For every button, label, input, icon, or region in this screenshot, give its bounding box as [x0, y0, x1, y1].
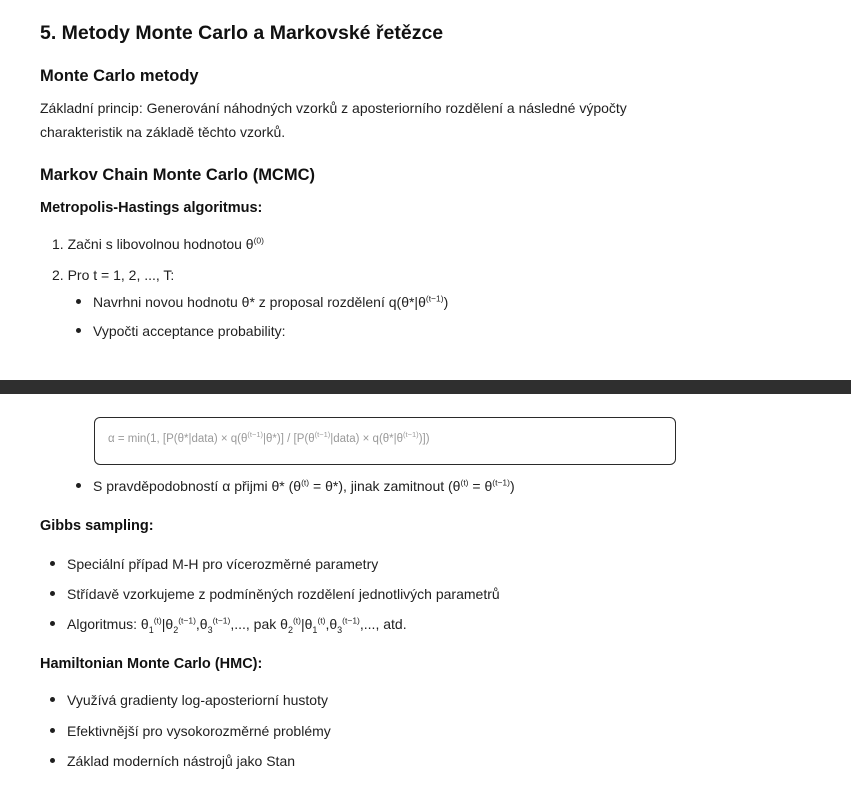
gibbs-item-2 — [50, 586, 500, 602]
mh-bullet-acceptance — [76, 323, 285, 339]
paragraph-line: charakteristik na základě těchto vzorků. — [40, 124, 286, 140]
bullet-icon — [50, 758, 55, 763]
bullet-text: |θ — [300, 616, 313, 632]
section-title: 5. Metody Monte Carlo a Markovské řetězce — [40, 22, 444, 44]
mh-step-2: 2. Pro t = 1, 2, ..., T: — [52, 267, 175, 283]
bullet-text: = θ — [468, 478, 493, 494]
superscript: (t−1) — [178, 615, 196, 626]
bullet-text: Vypočti acceptance probability: — [93, 323, 286, 339]
superscript: (t−1) — [403, 430, 419, 440]
bullet-icon — [50, 591, 55, 596]
subscript: 1 — [148, 624, 154, 635]
superscript: (t−1) — [247, 430, 264, 440]
superscript: (t) — [301, 477, 310, 488]
gibbs-item-1 — [50, 556, 378, 572]
bullet-text: Algoritmus: θ — [67, 616, 149, 632]
mh-step-1 — [52, 236, 264, 252]
subscript: 2 — [173, 624, 179, 635]
bullet-text: = θ*), jinak zamitnout (θ — [309, 478, 461, 494]
formula-part: |θ*)] / [P(θ — [263, 433, 315, 445]
subscript: 3 — [337, 624, 343, 635]
bullet-text-end: ) — [443, 294, 449, 310]
superscript: (t−1) — [314, 430, 331, 440]
bullet-text: ,..., atd. — [359, 616, 407, 632]
gibbs-heading: Gibbs sampling: — [40, 518, 154, 534]
acceptance-formula — [108, 430, 430, 445]
formula-part: )]) — [418, 433, 430, 445]
bullet-icon — [50, 621, 55, 626]
bullet-text: ) — [509, 478, 515, 494]
formula-part: |data) × q(θ*|θ — [330, 433, 404, 445]
bullet-icon — [50, 728, 55, 733]
superscript: (t) — [292, 615, 301, 626]
mh-heading: Metropolis-Hastings algoritmus: — [40, 200, 263, 216]
bullet-text: ,..., pak θ — [230, 616, 288, 632]
bullet-text: ,θ — [325, 616, 338, 632]
superscript: (t−1) — [425, 293, 444, 304]
superscript: (t−1) — [212, 615, 231, 626]
bullet-icon — [76, 483, 81, 488]
bullet-text: Střídavě vzorkujeme z podmíněných rozdělení jednotlivých parametrů — [67, 586, 500, 602]
monte-carlo-paragraph — [40, 96, 627, 144]
superscript: (0) — [253, 235, 264, 246]
superscript: (t) — [460, 477, 469, 488]
hmc-item-3 — [50, 753, 295, 769]
bullet-text: |θ — [161, 616, 174, 632]
subscript: 1 — [312, 624, 318, 635]
gibbs-item-3 — [50, 616, 407, 635]
mh-bullet-accept — [76, 478, 515, 494]
hmc-item-1 — [50, 692, 328, 708]
bullet-text: S pravděpodobností α přijmi θ* (θ — [93, 478, 302, 494]
superscript: (t−1) — [492, 477, 510, 488]
bullet-icon — [76, 328, 81, 333]
bullet-text: Využívá gradienty log-aposteriorní hustoty — [67, 692, 328, 708]
bullet-text: Speciální případ M-H pro vícerozměrné parametry — [67, 556, 379, 572]
superscript: (t) — [317, 615, 326, 626]
bullet-icon — [50, 561, 55, 566]
hmc-item-2 — [50, 723, 331, 739]
bullet-text: Navrhni novou hodnotu θ* z proposal rozdělení q(θ*|θ — [93, 294, 426, 310]
bullet-text: ,θ — [195, 616, 208, 632]
bullet-icon — [50, 697, 55, 702]
bullet-text: Efektivnější pro vysokorozměrné problémy — [67, 723, 331, 739]
paragraph-line: Základní princip: Generování náhodných vzorků z aposteriorního rozdělení a následné výpočty — [40, 100, 627, 116]
page-break-band — [0, 380, 851, 394]
formula-part: α = min(1, [P(θ*|data) × q(θ — [108, 433, 248, 445]
bullet-text: Základ moderních nástrojů jako Stan — [67, 753, 296, 769]
step-text: 1. Začni s libovolnou hodnotou θ — [52, 236, 254, 252]
superscript: (t) — [153, 615, 162, 626]
mcmc-heading: Markov Chain Monte Carlo (MCMC) — [40, 166, 316, 184]
superscript: (t−1) — [342, 615, 360, 626]
mh-bullet-propose — [76, 294, 448, 310]
subscript: 2 — [287, 624, 293, 635]
subscript: 3 — [207, 624, 213, 635]
hmc-heading: Hamiltonian Monte Carlo (HMC): — [40, 656, 263, 672]
bullet-icon — [76, 299, 81, 304]
monte-carlo-heading: Monte Carlo metody — [40, 67, 199, 85]
